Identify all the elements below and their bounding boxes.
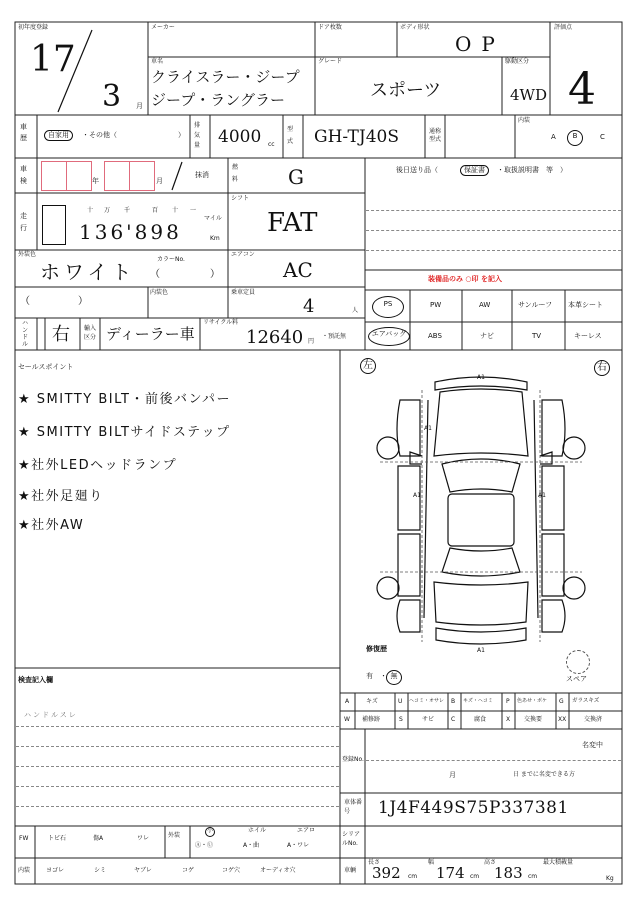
body-type-value: OP xyxy=(455,32,505,56)
name-change-label: 名変中 xyxy=(582,741,603,749)
inspection-month-box-1[interactable] xyxy=(104,161,130,191)
length-label: 長さ xyxy=(368,859,381,866)
exterior-bottom-label: 外装 xyxy=(168,832,181,839)
height-value: 183 xyxy=(494,864,523,882)
equip-navi[interactable]: ナビ xyxy=(480,332,494,340)
max-load-unit: Kg xyxy=(606,875,614,882)
max-load-label: 最大積載量 xyxy=(543,859,574,866)
displacement-label: 排気量 xyxy=(194,122,201,149)
mileage-unit-1: 十 xyxy=(87,207,94,214)
interior-item-5: コゲ穴 xyxy=(222,867,241,874)
interior-color-close: ） xyxy=(78,296,88,307)
first-registration-label: 初年度登録 xyxy=(18,24,49,31)
deregistered-label: 抹消 xyxy=(195,171,209,179)
color-no-open: （ xyxy=(150,269,160,280)
damage-mark-left-front: A1 xyxy=(424,425,432,432)
inspection-month-unit: 月 xyxy=(156,177,163,185)
handle-label: ハンドル xyxy=(22,320,29,348)
recycle-unit: 円 xyxy=(308,338,315,345)
length-value: 392 xyxy=(372,864,401,882)
certified-model-label: 通称型式 xyxy=(429,128,442,143)
legend-code-a: A xyxy=(345,698,350,705)
wheel-label: ホイル xyxy=(248,827,267,834)
fuel-value: G xyxy=(288,165,304,189)
damage-mark-right-door: A1 xyxy=(538,492,546,499)
sales-points-title: セールスポイント xyxy=(18,363,74,371)
private-use-option[interactable]: 自家用 xyxy=(44,130,73,141)
sales-point-5: ★社外AW xyxy=(18,518,85,533)
equip-ps[interactable]: PS xyxy=(372,296,404,318)
vin-value: 1J4F449S75P337381 xyxy=(378,798,569,818)
exterior-color-value: ホワイト xyxy=(40,260,136,284)
grade-label: グレード xyxy=(318,58,343,65)
legend-text-w: 補修跡 xyxy=(362,716,381,723)
interior-grade-c[interactable]: C xyxy=(600,133,605,141)
damage-mark-left-door: A1 xyxy=(413,492,421,499)
interior-color-open: （ xyxy=(20,296,30,307)
registration-no-label: 登録No. xyxy=(342,756,364,763)
diagram-left-label: 左 xyxy=(360,358,376,374)
mile-label: マイル xyxy=(204,215,222,222)
shift-label: シフト xyxy=(231,195,250,202)
interior-grade-label: 内装 xyxy=(518,117,531,124)
diagram-right-label: 右 xyxy=(594,360,610,376)
deposit-status: ・預託無 xyxy=(322,333,347,340)
legend-code-w: W xyxy=(344,716,350,723)
equip-sunroof[interactable]: サンルーフ xyxy=(518,301,553,309)
interior-bottom-label: 内装 xyxy=(18,867,31,874)
color-no-label: カラーNo. xyxy=(157,256,185,263)
legend-code-c: C xyxy=(451,716,456,723)
equip-pw[interactable]: PW xyxy=(430,301,442,309)
legend-code-s: S xyxy=(399,716,403,723)
sales-point-1: ★ SMITTY BILT・前後バンパー xyxy=(18,392,232,407)
registration-deadline-text: 日 までに名変できる方 xyxy=(513,771,575,778)
legend-code-x: X xyxy=(506,716,511,723)
legend-code-g: G xyxy=(559,698,564,705)
color-no-close: ） xyxy=(210,269,220,280)
inspection-month-box-2[interactable] xyxy=(129,161,155,191)
ac-value: AC xyxy=(283,258,313,282)
handle-value: 右 xyxy=(52,324,70,345)
mileage-unit-6: 一 xyxy=(190,207,197,214)
legend-text-c: 腐食 xyxy=(474,716,487,723)
shift-value: FAT xyxy=(267,208,318,238)
other-use-option[interactable]: ・その他（ xyxy=(82,131,117,139)
interior-item-6: オーディオ穴 xyxy=(260,867,296,874)
width-value: 174 xyxy=(436,864,465,882)
width-unit: cm xyxy=(470,873,480,880)
fw-item-1: トビ石 xyxy=(48,835,67,842)
warranty-option[interactable]: 保証書 xyxy=(460,165,489,176)
equip-abs[interactable]: ABS xyxy=(428,332,442,340)
width-label: 幅 xyxy=(428,859,435,866)
car-damage-diagram[interactable] xyxy=(340,360,622,660)
ac-label: エアコン xyxy=(231,251,255,258)
repair-has-option[interactable]: 有 xyxy=(366,672,373,680)
mileage-digits: 136'898 xyxy=(79,220,182,244)
drive-label: 駆動区分 xyxy=(505,58,530,65)
month-unit: 月 xyxy=(136,102,143,110)
rating-value: 4 xyxy=(568,64,596,115)
mileage-unit-4: 百 xyxy=(152,207,159,214)
interior-grade-b[interactable]: B xyxy=(567,130,583,146)
legend-code-b: B xyxy=(451,698,456,705)
km-label: Km xyxy=(210,235,220,242)
mileage-unit-2: 万 xyxy=(104,207,111,214)
repair-none-option[interactable]: 無 xyxy=(386,670,402,685)
legend-text-xx: 交換済 xyxy=(584,716,603,723)
interior-color-label: 内装色 xyxy=(150,289,169,296)
legend-text-p: 色あせ・ボケ xyxy=(517,698,548,704)
displacement-unit: cc xyxy=(268,141,275,148)
body-type-label: ボディ形状 xyxy=(400,24,430,31)
inspection-year-unit: 年 xyxy=(92,177,99,185)
drive-value: 4WD xyxy=(510,86,547,104)
sales-point-4: ★社外足廻り xyxy=(18,489,104,504)
serial-no-label: シリアルNo. xyxy=(342,831,361,847)
equip-airbag[interactable]: エアバッグ xyxy=(368,327,410,346)
sales-point-2: ★ SMITTY BILTサイドステップ xyxy=(18,425,231,440)
maker-value: クライスラー・ジープ xyxy=(151,68,300,86)
spare-tire-icon xyxy=(566,650,590,674)
fw-item-3: ワレ xyxy=(137,835,150,842)
sales-point-3: ★社外LEDヘッドランプ xyxy=(18,458,178,473)
interior-item-2: シミ xyxy=(94,867,107,874)
mileage-unit-3: 千 xyxy=(124,207,131,214)
capacity-unit: 人 xyxy=(352,307,359,314)
other-use-close: ） xyxy=(178,131,185,139)
delivery-items-label: 後日送り品（ xyxy=(396,166,438,174)
legend-text-s: サビ xyxy=(422,716,435,723)
height-label: 高さ xyxy=(484,859,497,866)
equipment-notice: 装備品のみ ○印 を記入 xyxy=(428,275,502,283)
mileage-label: 走行 xyxy=(20,212,27,232)
inspection-year-box-1[interactable] xyxy=(41,161,67,191)
aero-values[interactable]: A・ワレ xyxy=(287,842,310,849)
registration-year: 17 xyxy=(30,39,76,80)
inspection-note: ハンドルスレ xyxy=(24,711,78,719)
history-label: 車歴 xyxy=(20,123,27,142)
interior-item-3: ヤブレ xyxy=(134,867,152,874)
model-value: GH-TJ40S xyxy=(314,127,399,147)
equip-keyless[interactable]: キーレス xyxy=(574,332,602,340)
delivery-items-rest: ・取扱説明書 等 ） xyxy=(497,166,567,174)
interior-item-4: コゲ xyxy=(182,867,195,874)
car-name-label: 車名 xyxy=(151,58,164,65)
car-name-value: ジープ・ラングラー xyxy=(151,91,285,109)
exterior-small-mark: 小 xyxy=(205,827,215,837)
legend-text-g: ガラスキズ xyxy=(572,698,600,704)
aero-label: エアロ xyxy=(297,827,316,834)
fw-label: FW xyxy=(19,835,29,842)
exterior-color-label: 外装色 xyxy=(18,251,37,258)
rating-label: 評価点 xyxy=(554,24,573,31)
capacity-value: 4 xyxy=(303,296,315,317)
equip-aw[interactable]: AW xyxy=(479,301,491,309)
size-label: 車輌 xyxy=(344,867,357,874)
registration-month-label: 月 xyxy=(449,771,456,779)
exterior-codes[interactable]: Ⓐ・Ⓤ xyxy=(195,842,214,849)
mileage-unit-5: 十 xyxy=(172,207,179,214)
model-label: 型式 xyxy=(287,126,294,145)
inspection-label: 車検 xyxy=(20,165,27,185)
repair-history-label: 修復歴 xyxy=(366,645,387,653)
mileage-lead-box xyxy=(42,205,66,245)
legend-text-b: キズ・ヘコミ xyxy=(463,698,493,704)
import-value: ディーラー車 xyxy=(106,325,195,343)
spare-label: スペア xyxy=(566,675,587,683)
height-unit: cm xyxy=(528,873,538,880)
doors-label: ドア枚数 xyxy=(318,24,342,31)
damage-mark-rear: A1 xyxy=(477,647,485,654)
maker-label: メーカー xyxy=(151,24,175,31)
vin-label: 車体番号 xyxy=(344,799,363,815)
equip-tv[interactable]: TV xyxy=(532,332,542,340)
grade-value: スポーツ xyxy=(370,80,442,101)
recycle-label: リサイクル料 xyxy=(203,319,239,326)
fuel-label: 燃料 xyxy=(232,164,239,183)
import-label: 輸入区分 xyxy=(84,325,97,341)
inspection-year-box-2[interactable] xyxy=(66,161,92,191)
capacity-label: 乗車定員 xyxy=(231,289,256,296)
displacement-value: 4000 xyxy=(218,127,262,147)
damage-mark-front: A1 xyxy=(477,374,485,381)
recycle-value: 12640 xyxy=(246,327,304,348)
legend-text-u: ヘコミ・オサレ xyxy=(409,698,444,704)
interior-item-1: ヨゴレ xyxy=(46,867,65,874)
legend-code-u: U xyxy=(398,698,403,705)
legend-code-xx: XX xyxy=(558,716,567,723)
fw-item-2: 傷A xyxy=(93,835,104,842)
length-unit: cm xyxy=(408,873,418,880)
equip-leather-seat[interactable]: 本革シート xyxy=(568,301,603,309)
legend-text-x: 交換要 xyxy=(524,716,543,723)
wheel-values[interactable]: A・曲 xyxy=(243,842,260,849)
legend-text-a: キズ xyxy=(366,698,378,705)
legend-code-p: P xyxy=(506,698,510,705)
interior-grade-a[interactable]: A xyxy=(551,133,556,141)
inspection-notes-title: 検査記入欄 xyxy=(18,676,53,684)
registration-month: 3 xyxy=(102,79,122,114)
